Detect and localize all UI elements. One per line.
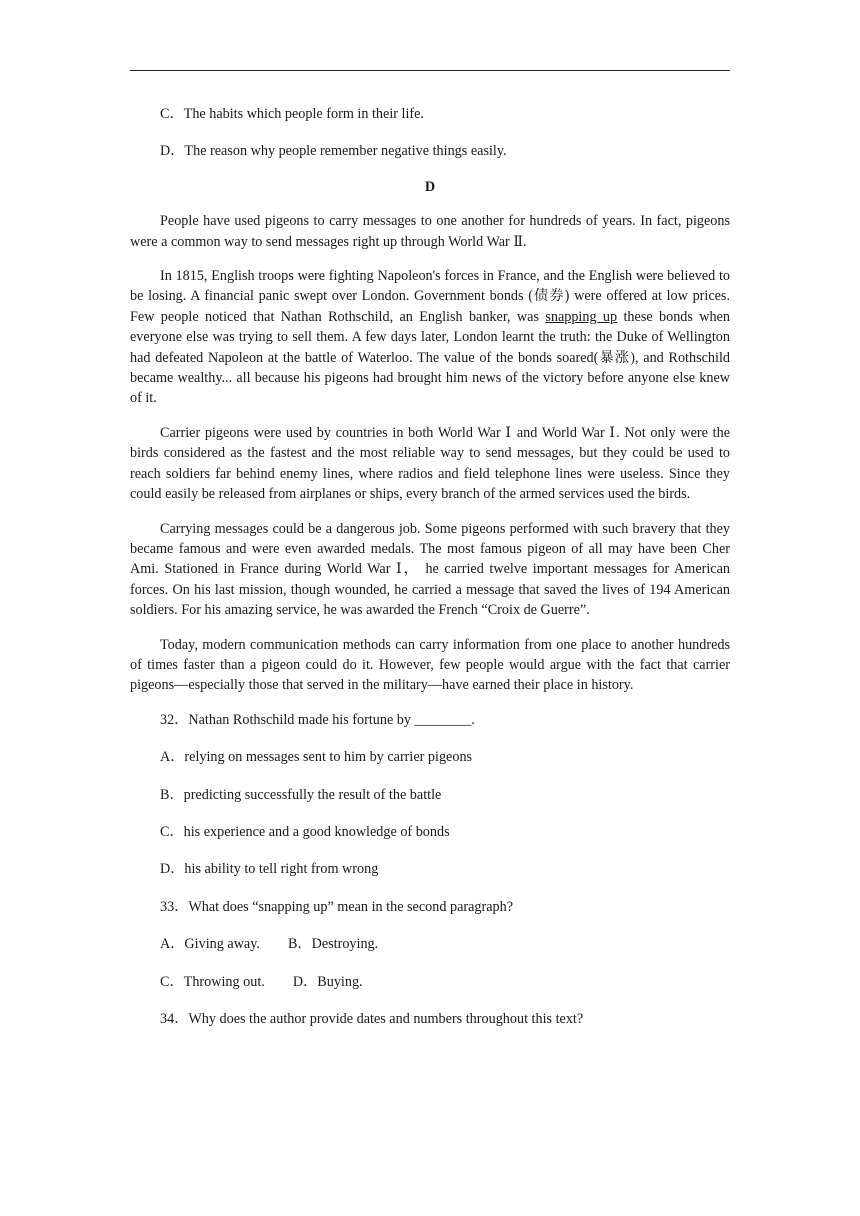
question-32-option-c: C．his experience and a good knowledge of bonds <box>160 823 450 840</box>
paragraph-2-text-before: In 1815, English troops were fighting Napoleon's forces in France, and the English were believed to be losing. A financial panic swept over London. Government bonds (债券) were offered at low prices. Few people noticed that Nathan Rothschild, an English banker, was <box>130 268 730 325</box>
question-33-options-row-1 <box>130 934 730 954</box>
paragraph-4: Carrying messages could be a dangerous job. Some pigeons performed with such bravery that they became famous and were even awarded medals. The most famous pigeon of all may have been Cher Ami. Stationed in France during World War Ⅰ， he carried twelve important messages for American forces. On his last mission, though wounded, he carried a message that saved the lives of 194 American soldiers. For his amazing service, he was awarded the French “Croix de Guerre”. <box>130 520 730 619</box>
question-33-option-a: A．Giving away. <box>160 936 260 953</box>
question-33-option-c: C．Throwing out. <box>160 973 265 990</box>
prev-option-d: D．The reason why people remember negative things easily. <box>160 143 507 160</box>
question-33-options-row-2 <box>130 972 730 992</box>
paragraph-2-text-after: these bonds when everyone else was trying to sell them. A few days later, London learnt the truth: the Duke of Wellington had defeated Napoleon at the battle of Waterloo. The value of the bonds soared(暴涨), and Rothschild became wealthy... all because his pigeons had brought him news of the victory before anyone else knew of it. <box>130 308 731 407</box>
question-32-option-b: B．predicting successfully the result of the battle <box>160 786 442 803</box>
paragraph-2 <box>130 266 730 409</box>
paragraph-1: People have used pigeons to carry messages to one another for hundreds of years. In fact, pigeons were a common way to send messages right up through World War Ⅱ. <box>130 213 730 250</box>
question-32-option-d: D．his ability to tell right from wrong <box>160 861 379 878</box>
paragraph-5: Today, modern communication methods can carry information from one place to another hundreds of times faster than a pigeon could do it. However, few people would argue with the fact that carrier pigeons—especially those that served in the military—have earned their place in history. <box>130 636 730 694</box>
question-33-option-d: D．Buying. <box>292 973 363 990</box>
question-32-option-a: A．relying on messages sent to him by carrier pigeons <box>160 749 473 766</box>
section-title: D <box>424 178 436 195</box>
document-content <box>130 104 730 1046</box>
prev-option-c: C．The habits which people form in their life. <box>160 106 424 122</box>
header-rule <box>130 70 730 71</box>
underlined-phrase: snapping up <box>545 308 618 325</box>
question-32-stem: 32．Nathan Rothschild made his fortune by ________. <box>160 711 475 728</box>
question-33-option-b: B．Destroying. <box>287 936 379 953</box>
paragraph-3: Carrier pigeons were used by countries in both World War Ⅰ and World War Ⅰ. Not only were the birds considered as the fastest and the most reliable way to send messages, but they could be used to reach soldiers far behind enemy lines, where radios and field telephone lines were useless. Since they could easily be released from airplanes or ships, every branch of the armed services used the birds. <box>130 424 730 503</box>
question-34-stem: 34．Why does the author provide dates and numbers throughout this text? <box>160 1011 584 1027</box>
question-33-stem: 33．What does “snapping up” mean in the second paragraph? <box>160 898 513 915</box>
